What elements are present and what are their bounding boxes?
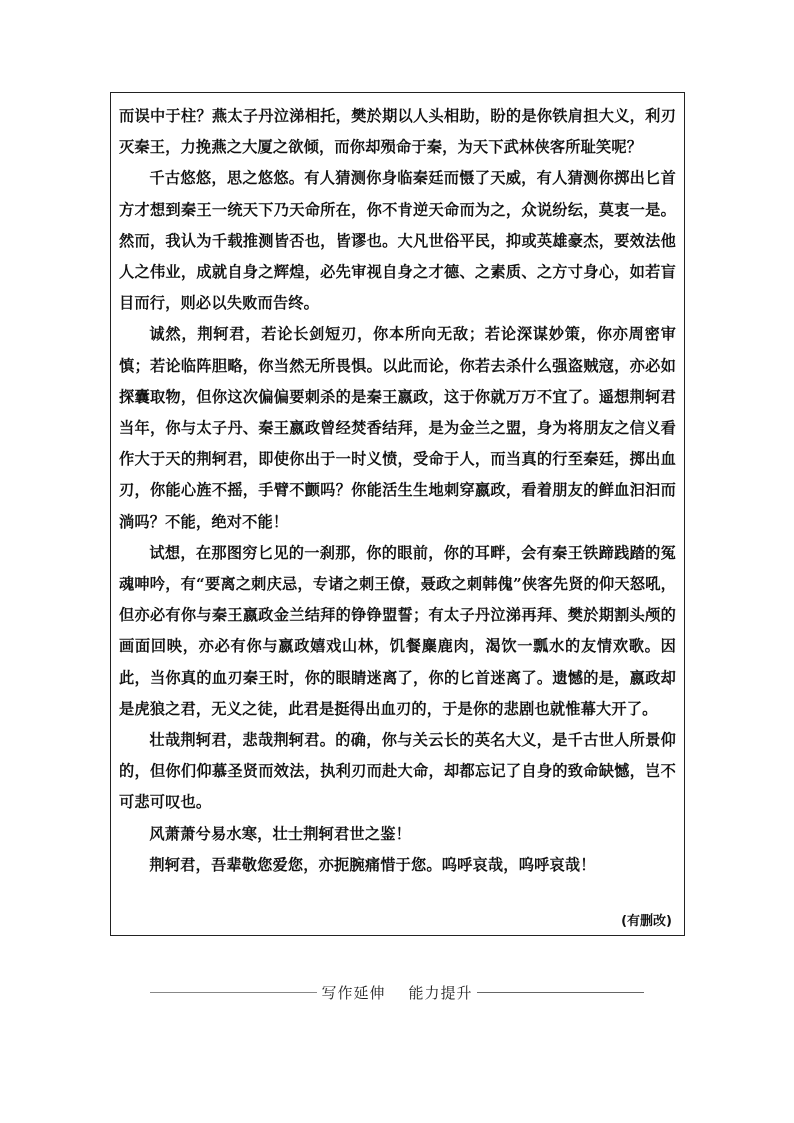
essay-paragraph-4: 试想，在那图穷匕见的一刹那，你的眼前，你的耳畔，会有秦王铁蹄践踏的冤魂呻吟，有“要离之刺庆忌，专诸之刺王僚，聂政之刺韩傀”侠客先贤的仰天怒吼，但亦必有你与秦王嬴政金兰结拜的铮铮盟誓；有太子丹泣涕再拜、樊於期割头颅的画面回映，亦必有你与嬴政嬉戏山林，饥餐麋鹿肉，渴饮一瓢水的友情欢歌。因此，当你真的血刃秦王时，你的眼睛迷离了，你的匕首迷离了。遗憾的是，嬴政却是虎狼之君，无义之徒，此君是挺得出血刃的，于是你的悲剧也就惟幕大开了。 bbox=[119, 543, 676, 718]
essay-body bbox=[119, 101, 676, 881]
heading-rule-left bbox=[150, 992, 317, 993]
essay-paragraph-7: 荆轲君，吾辈敬您爱您，亦扼腕痛惜于您。呜呼哀哉，呜呼哀哉！ bbox=[149, 855, 596, 874]
heading-rule-right bbox=[477, 992, 644, 993]
essay-paragraph-1: 而误中于柱？燕太子丹泣涕相托，樊於期以人头相助，盼的是你铁肩担大义，利刃灭秦王，力挽燕之大厦之欲倾，而你却殒命于秦，为天下武林侠客所耻笑呢？ bbox=[119, 107, 676, 157]
section-heading-text: 写作延伸 能力提升 bbox=[321, 984, 473, 1002]
essay-paragraph-5: 壮哉荆轲君，悲哉荆轲君。的确，你与关云长的英名大义，是千古世人所景仰的，但你们仰慕圣贤而效法，执利刃而赴大命，却都忘记了自身的致命缺憾，岂不可悲可叹也。 bbox=[119, 731, 676, 812]
essay-paragraph-6: 风萧萧兮易水寒，壮士荆轲君世之鉴！ bbox=[149, 824, 411, 843]
source-note: (有删改) bbox=[621, 914, 672, 929]
essay-frame bbox=[110, 92, 685, 936]
essay-paragraph-3: 诚然，荆轲君，若论长剑短刃，你本所向无敌；若论深谋妙策，你亦周密审慎；若论临阵胆略，你当然无所畏惧。以此而论，你若去杀什么强盗贼寇，亦必如探囊取物，但你这次偏偏要刺杀的是秦王嬴政，这于你就万万不宜了。遥想荆轲君当年，你与太子丹、秦王嬴政曾经焚香结拜，是为金兰之盟，身为将朋友之信义看作大于天的荆轲君，即使你出于一时义愤，受命于人，而当真的行至秦廷，掷出血刃，你能心旌不摇，手臂不颤吗？你能活生生地刺穿嬴政，看着朋友的鲜血汩汩而淌吗？不能，绝对不能！ bbox=[119, 325, 676, 531]
essay-paragraph-2: 千古悠悠，思之悠悠。有人猜测你身临秦廷而慑了天威，有人猜测你掷出匕首方才想到秦王一统天下乃天命所在，你不肯逆天命而为之，众说纷纭，莫衷一是。然而，我认为千载推测皆否也，皆谬也。大凡世俗平民，抑或英雄豪杰，要效法他人之伟业，成就自身之辉煌，必先审视自身之才德、之素质、之方寸身心，如若盲目而行，则必以失败而告终。 bbox=[119, 169, 676, 313]
section-heading bbox=[150, 982, 644, 1003]
